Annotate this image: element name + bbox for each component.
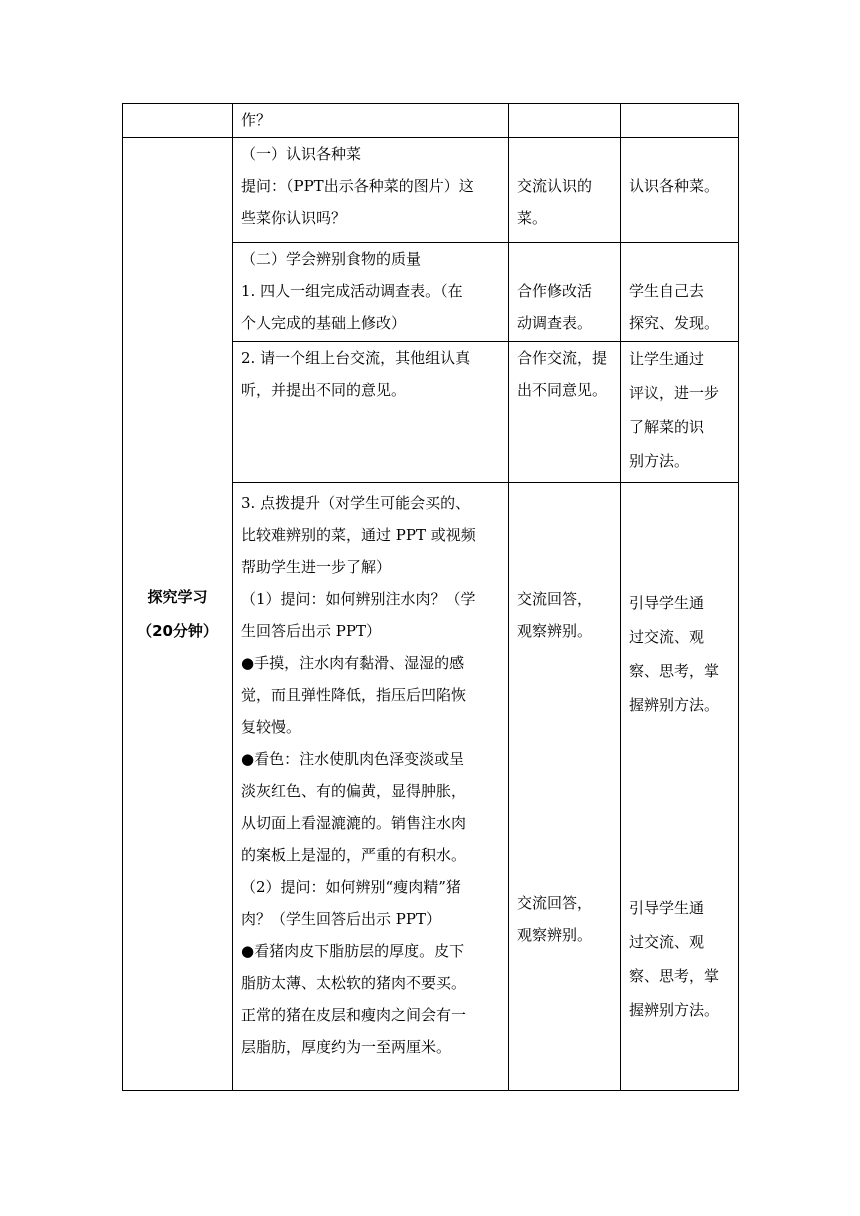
content-cell xyxy=(233,104,509,138)
intent-line: 过交流、观 xyxy=(629,933,705,951)
content-line: 复较慢。 xyxy=(241,718,302,736)
content-cell xyxy=(233,243,509,342)
content-line: 正常的猪在皮层和瘦肉之间会有一 xyxy=(241,1006,467,1024)
student-cell xyxy=(509,138,621,243)
content-line: 肉？（学生回答后出示 PPT） xyxy=(241,910,441,928)
content-cell xyxy=(233,138,509,243)
intent-cell xyxy=(621,243,739,342)
content-line: 作？ xyxy=(241,111,272,129)
phase-cell-empty xyxy=(123,104,233,138)
content-line: 3. 点拨提升（对学生可能会买的、 xyxy=(241,494,471,512)
intent-line: 评议，进一步 xyxy=(629,384,720,402)
student-line: 观察辨别。 xyxy=(517,926,593,944)
intent-line: 察、思考，掌 xyxy=(629,662,720,680)
table-row xyxy=(123,138,739,243)
student-cell xyxy=(509,342,621,483)
student-line: 动调查表。 xyxy=(517,314,593,332)
table-row xyxy=(123,104,739,138)
content-line: ●手摸，注水肉有黏滑、湿湿的感 xyxy=(241,654,465,672)
student-cell xyxy=(509,483,621,1091)
intent-cell xyxy=(621,483,739,1091)
content-line: 个人完成的基础上修改） xyxy=(241,314,407,332)
student-line: 交流回答， xyxy=(517,590,593,608)
intent-line: 握辨别方法。 xyxy=(629,1001,720,1019)
intent-cell xyxy=(621,138,739,243)
content-cell xyxy=(233,483,509,1091)
student-cell xyxy=(509,104,621,138)
phase-cell xyxy=(123,138,233,1091)
student-line xyxy=(517,138,612,170)
intent-line: 引导学生通 xyxy=(629,594,705,612)
phase-name: 探究学习 xyxy=(147,588,208,606)
intent-line: 探究、发现。 xyxy=(629,314,720,332)
content-line: （一）认识各种菜 xyxy=(241,145,362,163)
content-line: 提问：（PPT出示各种菜的图片）这 xyxy=(241,177,474,195)
content-line: 生回答后出示 PPT） xyxy=(241,622,381,640)
content-line: 2. 请一个组上台交流，其他组认真 xyxy=(241,349,471,367)
content-line: 脂肪太薄、太松软的猪肉不要买。 xyxy=(241,974,467,992)
content-line: 比较难辨别的菜，通过 PPT 或视频 xyxy=(241,526,476,544)
intent-line: 认识各种菜。 xyxy=(629,177,720,195)
content-line: 听，并提出不同的意见。 xyxy=(241,381,407,399)
content-line: ●看色：注水使肌肉色泽变淡或呈 xyxy=(241,750,465,768)
content-line: 的案板上是湿的，严重的有积水。 xyxy=(241,846,467,864)
content-line: （二）学会辨别食物的质量 xyxy=(241,250,422,268)
lesson-plan-table xyxy=(122,103,739,1091)
intent-line xyxy=(629,243,730,275)
content-line: 觉，而且弹性降低，指压后凹陷恢 xyxy=(241,686,467,704)
intent-line: 了解菜的识 xyxy=(629,418,705,436)
intent-cell xyxy=(621,342,739,483)
student-line: 合作交流，提 xyxy=(517,349,608,367)
content-line: 1. 四人一组完成活动调查表。（在 xyxy=(241,282,463,300)
intent-line: 让学生通过 xyxy=(629,350,705,368)
intent-line: 过交流、观 xyxy=(629,628,705,646)
student-line: 观察辨别。 xyxy=(517,622,593,640)
intent-line: 察、思考，掌 xyxy=(629,967,720,985)
intent-line: 握辨别方法。 xyxy=(629,696,720,714)
student-line: 菜。 xyxy=(517,209,548,227)
phase-time: （20分钟） xyxy=(137,622,218,640)
intent-line: 引导学生通 xyxy=(629,899,705,917)
intent-cell xyxy=(621,104,739,138)
intent-line: 别方法。 xyxy=(629,452,690,470)
content-cell xyxy=(233,342,509,483)
content-line: 淡灰红色、有的偏黄，显得肿胀， xyxy=(241,782,467,800)
student-cell xyxy=(509,243,621,342)
student-line xyxy=(517,243,612,275)
content-line: ●看猪肉皮下脂肪层的厚度。皮下 xyxy=(241,942,465,960)
content-line: 些菜你认识吗？ xyxy=(241,209,347,227)
content-line: （1）提问：如何辨别注水肉？（学 xyxy=(241,590,476,608)
student-line: 合作修改活 xyxy=(517,282,593,300)
student-line: 交流回答， xyxy=(517,894,593,912)
intent-line xyxy=(629,138,730,170)
intent-line: 学生自己去 xyxy=(629,282,705,300)
content-line: （2）提问：如何辨别“瘦肉精”猪 xyxy=(241,878,461,896)
student-line: 交流认识的 xyxy=(517,177,593,195)
content-line: 层脂肪，厚度约为一至两厘米。 xyxy=(241,1038,452,1056)
content-line: 从切面上看湿漉漉的。销售注水肉 xyxy=(241,814,467,832)
student-line: 出不同意见。 xyxy=(517,381,608,399)
content-line: 帮助学生进一步了解） xyxy=(241,558,392,576)
